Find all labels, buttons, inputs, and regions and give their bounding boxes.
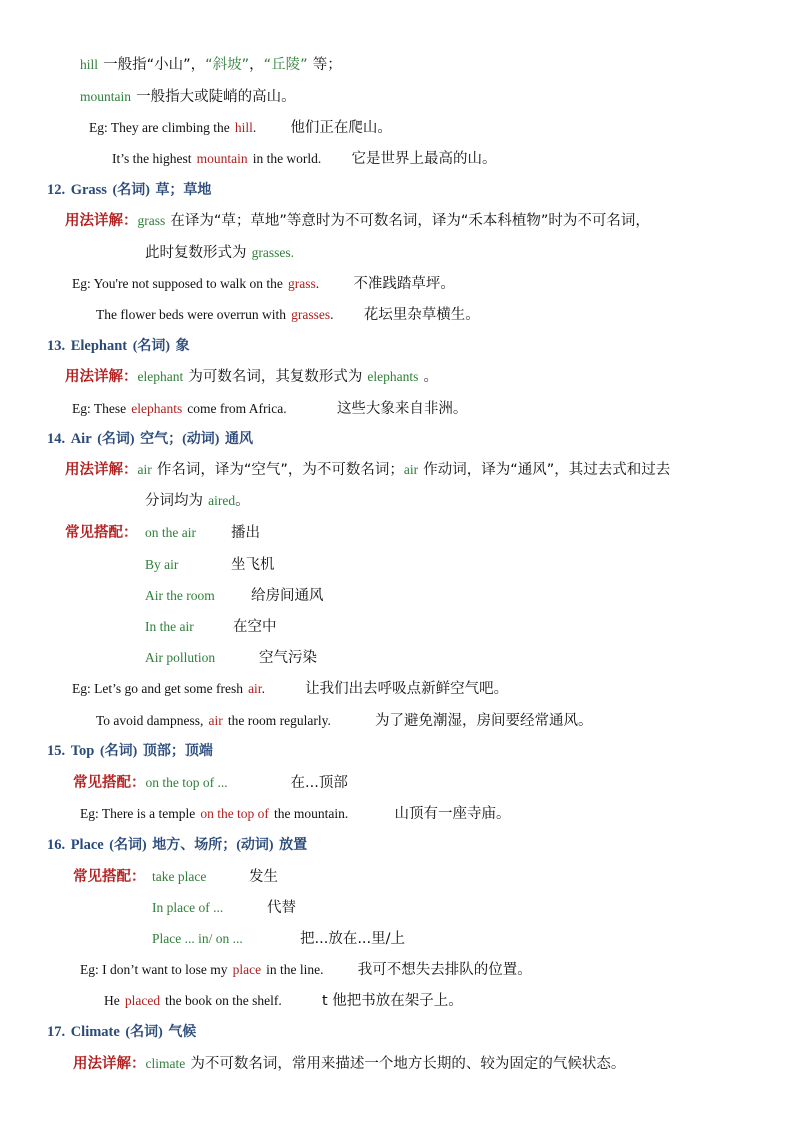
part-of-speech-2: (动词) xyxy=(182,432,220,447)
example-text: Eg: You're not supposed to walk on the xyxy=(72,276,283,291)
place-collocation-0 xyxy=(152,866,278,887)
collocation-phrase: In the air xyxy=(145,619,194,634)
entry-heading-place xyxy=(47,834,307,856)
example-text-end: the room regularly. xyxy=(227,713,331,728)
example-keyword: mountain xyxy=(196,151,248,166)
grass-usage-line-1 xyxy=(65,210,650,231)
usage-keyword-2: air xyxy=(403,462,419,477)
collocation-meaning: 在空中 xyxy=(233,619,277,635)
collocation-meaning: 空气污染 xyxy=(259,650,317,666)
entry-word: Air xyxy=(70,431,92,447)
example-translation: 不准践踏草坪。 xyxy=(353,276,455,292)
entry-meaning-2: 通风 xyxy=(225,431,254,447)
collocation-meaning: 播出 xyxy=(231,525,260,541)
example-translation: 花坛里杂草横生。 xyxy=(363,307,480,323)
usage-text: 为不可数名词，常用来描述一个地方长期的、较为固定的气候状态。 xyxy=(190,1056,626,1072)
example-keyword: placed xyxy=(124,993,161,1008)
entry-heading-elephant xyxy=(47,335,190,357)
example-text-end: come from Africa. xyxy=(187,401,287,416)
elephant-usage-line xyxy=(65,366,438,387)
usage-text: 分词均为 xyxy=(145,493,203,509)
collocation-phrase: Air the room xyxy=(145,588,215,603)
hill-example-1 xyxy=(89,117,392,138)
collocation-phrase: take place xyxy=(152,869,207,884)
example-text-end: the mountain. xyxy=(274,806,349,821)
usage-text-end: 。 xyxy=(423,369,438,385)
entry-meaning: 气候 xyxy=(168,1024,197,1040)
collocation-phrase: on the air xyxy=(145,525,196,540)
collocation-meaning: 发生 xyxy=(249,869,278,885)
usage-keyword: aired xyxy=(208,493,236,508)
collocation-meaning: 在...顶部 xyxy=(290,775,348,791)
example-translation: t 他把书放在架子上。 xyxy=(321,993,463,1009)
example-keyword: grasses xyxy=(291,307,331,322)
example-translation: 它是世界上最高的山。 xyxy=(351,151,497,167)
example-keyword: grass xyxy=(288,276,316,291)
hill-tail: 等； xyxy=(312,57,342,73)
hill-definition: 一般指“小山”， xyxy=(103,57,206,73)
elephant-example xyxy=(72,398,467,419)
usage-text: 此时复数形式为 xyxy=(145,245,247,261)
example-text-end: in the line. xyxy=(266,962,324,977)
hill-comma: ， xyxy=(249,57,264,73)
air-collocation-3 xyxy=(145,616,277,637)
collocation-meaning: 代替 xyxy=(267,900,296,916)
example-translation: 山顶有一座寺庙。 xyxy=(394,806,511,822)
example-keyword: on the top of xyxy=(200,806,269,821)
usage-keyword: elephants xyxy=(367,369,419,384)
part-of-speech: (名词) xyxy=(109,838,147,853)
usage-keyword: grasses. xyxy=(251,245,294,260)
example-text-end: . xyxy=(261,681,265,696)
place-collocation-2 xyxy=(152,928,405,949)
collocation-label: 常见搭配： xyxy=(73,775,146,791)
air-usage-line-2 xyxy=(145,490,250,511)
air-collocation-1 xyxy=(145,554,275,575)
example-translation: 这些大象来自非洲。 xyxy=(336,401,468,417)
example-text-end: in the world. xyxy=(252,151,322,166)
example-text: Eg: They are climbing the xyxy=(89,120,230,135)
entry-heading-grass xyxy=(47,179,211,201)
part-of-speech-2: (动词) xyxy=(236,838,274,853)
collocation-phrase: Air pollution xyxy=(145,650,216,665)
entry-number: 17. xyxy=(47,1024,66,1040)
example-keyword: elephants xyxy=(131,401,183,416)
example-text: Eg: Let’s go and get some fresh xyxy=(72,681,243,696)
mountain-definition-line xyxy=(80,86,296,107)
usage-text: 为可数名词，其复数形式为 xyxy=(188,369,363,385)
usage-text: 在译为“草；草地”等意时为不可数名词，译为“禾本科植物”时为不可名词， xyxy=(170,213,650,229)
usage-label: 用法详解： xyxy=(65,213,138,229)
climate-usage-line xyxy=(73,1053,625,1074)
entry-meaning-2: 放置 xyxy=(279,837,308,853)
usage-text-end: 。 xyxy=(235,493,250,509)
usage-text-2: 作动词，译为“通风”，其过去式和过去 xyxy=(423,462,671,478)
usage-keyword: grass xyxy=(137,213,166,228)
place-collocation-label xyxy=(73,866,146,887)
example-translation: 让我们出去呼吸点新鲜空气吧。 xyxy=(305,681,509,697)
grass-usage-line-2 xyxy=(145,242,294,263)
example-text-end: the book on the shelf. xyxy=(165,993,282,1008)
air-usage-line-1 xyxy=(65,459,670,480)
entry-number: 16. xyxy=(47,837,66,853)
example-text: The flower beds were overrun with xyxy=(96,307,287,322)
usage-label: 用法详解： xyxy=(65,369,138,385)
collocation-phrase: By air xyxy=(145,557,179,572)
collocation-meaning: 坐飞机 xyxy=(231,557,275,573)
entry-heading-climate xyxy=(47,1021,196,1043)
entry-meaning: 象 xyxy=(175,338,190,354)
entry-word: Top xyxy=(70,743,95,759)
entry-number: 15. xyxy=(47,743,66,759)
entry-number: 14. xyxy=(47,431,66,447)
usage-keyword: climate xyxy=(145,1056,186,1071)
example-text: To avoid dampness, xyxy=(96,713,204,728)
entry-meaning: 顶部；顶端 xyxy=(142,743,213,759)
top-collocation-line xyxy=(73,772,348,793)
air-collocation-label xyxy=(65,522,138,543)
hill-word: hill xyxy=(80,57,99,72)
part-of-speech: (名词) xyxy=(99,744,138,759)
collocation-meaning: 给房间通风 xyxy=(251,588,324,604)
place-example-1 xyxy=(80,959,532,980)
entry-number: 12. xyxy=(47,182,66,198)
air-collocation-0 xyxy=(145,522,260,543)
entry-word: Place xyxy=(70,837,104,853)
mountain-word: mountain xyxy=(80,89,131,104)
usage-keyword: elephant xyxy=(137,369,184,384)
hill-example-2 xyxy=(112,148,497,169)
air-example-2 xyxy=(96,710,593,731)
example-text: Eg: I don’t want to lose my xyxy=(80,962,228,977)
collocation-meaning: 把...放在...里/上 xyxy=(300,931,406,947)
example-text-end: . xyxy=(330,307,334,322)
entry-meaning: 空气； xyxy=(140,431,183,447)
collocation-phrase: Place ... in/ on ... xyxy=(152,931,243,946)
collocation-phrase: on the top of ... xyxy=(145,775,228,790)
place-collocation-1 xyxy=(152,897,296,918)
part-of-speech: (名词) xyxy=(112,183,150,198)
hill-hills: “丘陵” xyxy=(263,57,308,73)
example-keyword: place xyxy=(232,962,262,977)
usage-keyword: air xyxy=(137,462,152,477)
usage-label: 用法详解： xyxy=(65,462,138,478)
entry-word: Elephant xyxy=(70,338,128,354)
example-keyword: hill xyxy=(234,120,253,135)
example-translation: 我可不想失去排队的位置。 xyxy=(357,962,532,978)
grass-example-2 xyxy=(96,304,480,325)
entry-heading-top xyxy=(47,740,213,762)
air-collocation-4 xyxy=(145,647,317,668)
example-text-end: . xyxy=(252,120,257,135)
collocation-label: 常见搭配： xyxy=(73,869,146,885)
collocation-label: 常见搭配： xyxy=(65,525,138,541)
part-of-speech: (名词) xyxy=(97,432,135,447)
entry-word: Climate xyxy=(70,1024,120,1040)
place-example-2 xyxy=(104,990,463,1011)
entry-heading-air xyxy=(47,428,253,450)
example-text: Eg: There is a temple xyxy=(80,806,196,821)
part-of-speech: (名词) xyxy=(132,339,171,354)
air-collocation-2 xyxy=(145,585,324,606)
top-example xyxy=(80,803,510,824)
part-of-speech: (名词) xyxy=(125,1025,163,1040)
mountain-definition: 一般指大或陡峭的高山。 xyxy=(136,89,296,105)
example-text: It’s the highest xyxy=(112,151,192,166)
example-text-end: . xyxy=(315,276,320,291)
hill-slope: “斜坡” xyxy=(205,57,250,73)
grass-example-1 xyxy=(72,273,455,294)
example-translation: 他们正在爬山。 xyxy=(290,120,392,136)
example-keyword: air xyxy=(248,681,262,696)
example-text: Eg: These xyxy=(72,401,127,416)
entry-number: 13. xyxy=(47,338,66,354)
collocation-phrase: In place of ... xyxy=(152,900,224,915)
air-example-1 xyxy=(72,678,508,699)
example-keyword: air xyxy=(208,713,223,728)
entry-meaning: 草；草地 xyxy=(155,182,212,198)
usage-label: 用法详解： xyxy=(73,1056,146,1072)
entry-meaning: 地方、场所； xyxy=(152,837,237,853)
example-text: He xyxy=(104,993,120,1008)
entry-word: Grass xyxy=(70,182,107,198)
example-translation: 为了避免潮湿，房间要经常通风。 xyxy=(375,713,593,729)
hill-definition-line xyxy=(80,54,342,75)
usage-text: 作名词，译为“空气”，为不可数名词； xyxy=(156,462,404,478)
